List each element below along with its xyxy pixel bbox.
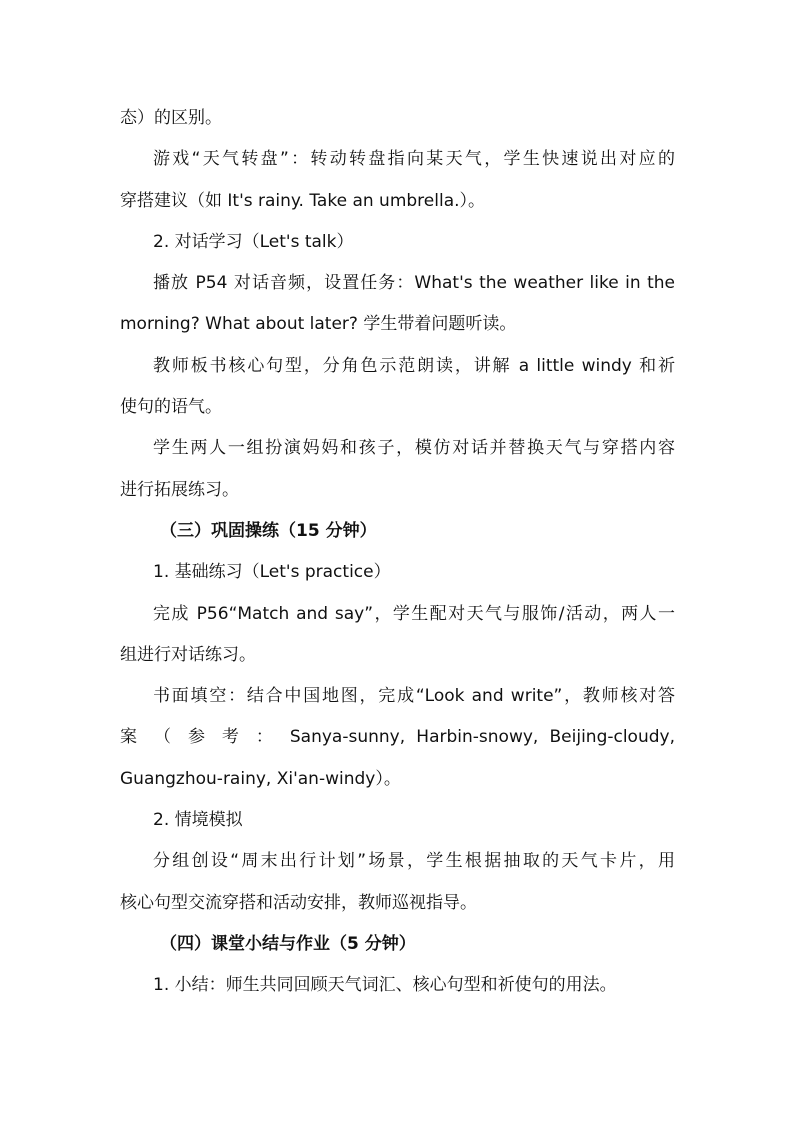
subsection-heading: 2. 情境模拟 — [153, 810, 243, 831]
paragraph-line: 完成 P56“Match and say”，学生配对天气与服饰/活动，两人一 — [153, 603, 675, 624]
paragraph-line: 学生两人一组扮演妈妈和孩子，模仿对话并替换天气与穿搭内容 — [153, 438, 675, 459]
paragraph-line: 核心句型交流穿搭和活动安排，教师巡视指导。 — [120, 892, 477, 913]
paragraph-line: 教师板书核心句型，分角色示范朗读，讲解 a little windy 和祈 — [153, 355, 675, 376]
paragraph-line: 穿搭建议（如 It's rainy. Take an umbrella.）。 — [120, 190, 486, 211]
paragraph-line: 分组创设“周末出行计划”场景，学生根据抽取的天气卡片，用 — [153, 851, 675, 872]
paragraph-line: 书面填空：结合中国地图，完成“Look and write”，教师核对答 — [153, 686, 675, 707]
paragraph-line: 播放 P54 对话音频，设置任务：What's the weather like in the — [153, 273, 675, 294]
paragraph-line: 1. 小结：师生共同回顾天气词汇、核心句型和祈使句的用法。 — [153, 975, 617, 996]
section-heading: （四）课堂小结与作业（5 分钟） — [160, 933, 416, 954]
paragraph-line: 案 （ 参 考 ： Sanya-sunny, Harbin-snowy, Beijing-cloudy, — [120, 727, 675, 748]
subsection-heading: 2. 对话学习（Let's talk） — [153, 231, 354, 252]
subsection-heading: 1. 基础练习（Let's practice） — [153, 562, 391, 583]
paragraph-line: 进行拓展练习。 — [120, 479, 239, 500]
paragraph-line: Guangzhou-rainy, Xi'an-windy）。 — [120, 768, 401, 789]
paragraph-line: 使句的语气。 — [120, 397, 222, 418]
paragraph-line: morning? What about later? 学生带着问题听读。 — [120, 314, 517, 335]
paragraph-line: 组进行对话练习。 — [120, 644, 256, 665]
document-body — [120, 98, 675, 1007]
paragraph-line: 态）的区别。 — [120, 108, 222, 128]
section-heading: （三）巩固操练（15 分钟） — [160, 520, 377, 541]
paragraph-line: 游戏“天气转盘”：转动转盘指向某天气，学生快速说出对应的 — [153, 149, 675, 170]
